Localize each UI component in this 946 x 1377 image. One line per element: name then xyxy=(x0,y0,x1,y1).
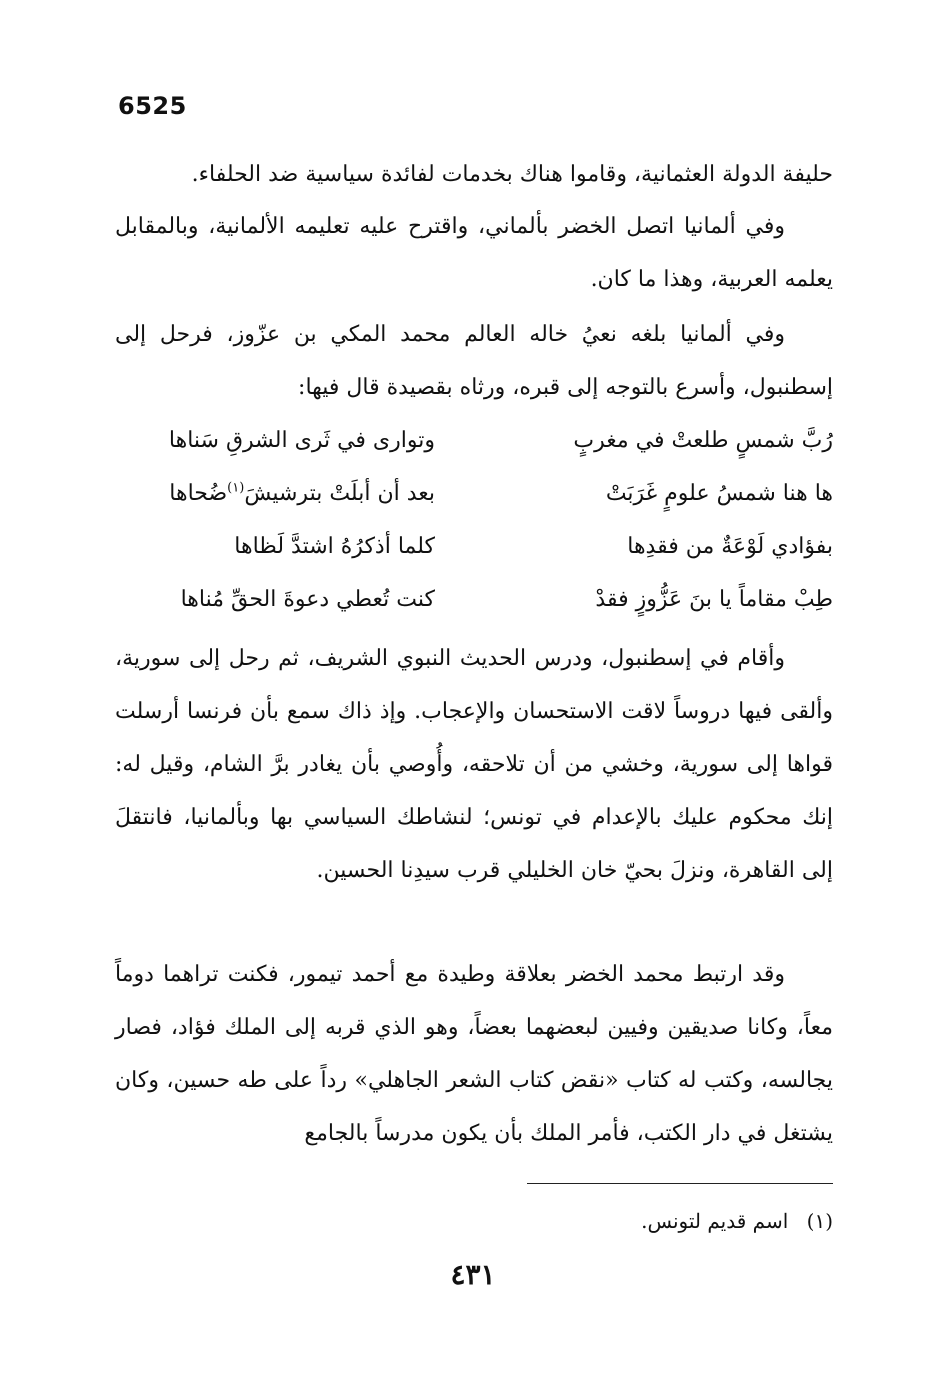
verse-second-hemistich: كلما أذكرُهُ اشتدَّ لَظاها xyxy=(234,534,435,559)
footnote-divider xyxy=(527,1183,833,1184)
paragraph-1 xyxy=(115,148,833,201)
footnote-marker: (١) xyxy=(806,1209,833,1233)
paragraph-4 xyxy=(115,632,833,897)
verse-second-hemistich: وتوارى في ثَرى الشرقِ سَناها xyxy=(168,428,435,453)
poem-verse xyxy=(115,573,833,626)
footnote xyxy=(400,1207,833,1235)
verse-first-hemistich: رُبَّ شمسٍ طلعتْ في مغربٍ xyxy=(573,428,833,453)
verse-text: ضُحاها xyxy=(169,481,228,506)
paragraph-3 xyxy=(115,308,833,414)
verse-text: بعد أن أبلَتْ بترشيشَ xyxy=(244,481,435,506)
paragraph-2 xyxy=(115,200,833,306)
paragraph-text: وأقام في إسطنبول، ودرس الحديث النبوي الشريف، ثم رحل إلى سورية، وألقى فيها دروساً لاقت الاستحسان والإعجاب. وإذ ذاك سمع بأن فرنسا أرسلت قواها إلى سورية، وخشي من أن تلاحقه، وأُوصي بأن يغادر برَّ الشام، وقيل له: إنك محكوم عليك بالإعدام في تونس؛ لنشاطك السياسي بها وبألمانيا، فانتقلَ إلى القاهرة، ونزلَ بحيّ خان الخليلي قرب سيدِنا الحسين. xyxy=(115,646,833,883)
paragraph-text: حليفة الدولة العثمانية، وقاموا هناك بخدمات لفائدة سياسية ضد الحلفاء. xyxy=(191,162,833,187)
footnote-reference: (١) xyxy=(227,480,245,496)
verse-first-hemistich: ها هنا شمسُ علومٍ غَرَبَتْ xyxy=(605,481,833,506)
verse-second-hemistich: كنت تُعطي دعوةَ الحقِّ مُناها xyxy=(180,587,435,612)
page-number: ٤٣١ xyxy=(450,1258,496,1291)
paragraph-text: وقد ارتبط محمد الخضر بعلاقة وطيدة مع أحمد تيمور، فكنت تراهما دوماً معاً، وكانا صديقين وفيين لبعضهما بعضاً، وهو الذي قربه إلى الملك فؤاد، فصار يجالسه، وكتب له كتاب «نقض كتاب الشعر الجاهلي» رداً على طه حسين، وكان يشتغل في دار الكتب، فأمر الملك بأن يكون مدرساً بالجامع xyxy=(115,962,833,1146)
elegy-poem xyxy=(115,414,833,626)
paragraph-text: وفي ألمانيا بلغه نعيُ خاله العالم محمد المكي بن عزّوز، فرحل إلى إسطنبول، وأسرع بالتوجه إلى قبره، ورثاه بقصيدة قال فيها: xyxy=(115,322,833,400)
verse-second-hemistich xyxy=(115,467,435,520)
verse-first-hemistich: طِبْ مقاماً يا بنَ عَزُّوزٍ فقدْ xyxy=(595,587,833,612)
poem-verse xyxy=(115,414,833,467)
verse-first-hemistich: بفؤادي لَوْعَةٌ من فقدِها xyxy=(627,534,833,559)
paragraph-5 xyxy=(115,948,833,1160)
poem-verse xyxy=(115,520,833,573)
poem-verse xyxy=(115,467,833,520)
footnote-text: اسم قديم لتونس. xyxy=(641,1209,789,1233)
page-id: 6525 xyxy=(118,92,187,120)
paragraph-text: وفي ألمانيا اتصل الخضر بألماني، واقترح عليه تعليمه الألمانية، وبالمقابل يعلمه العربية، وهذا ما كان. xyxy=(115,214,833,292)
